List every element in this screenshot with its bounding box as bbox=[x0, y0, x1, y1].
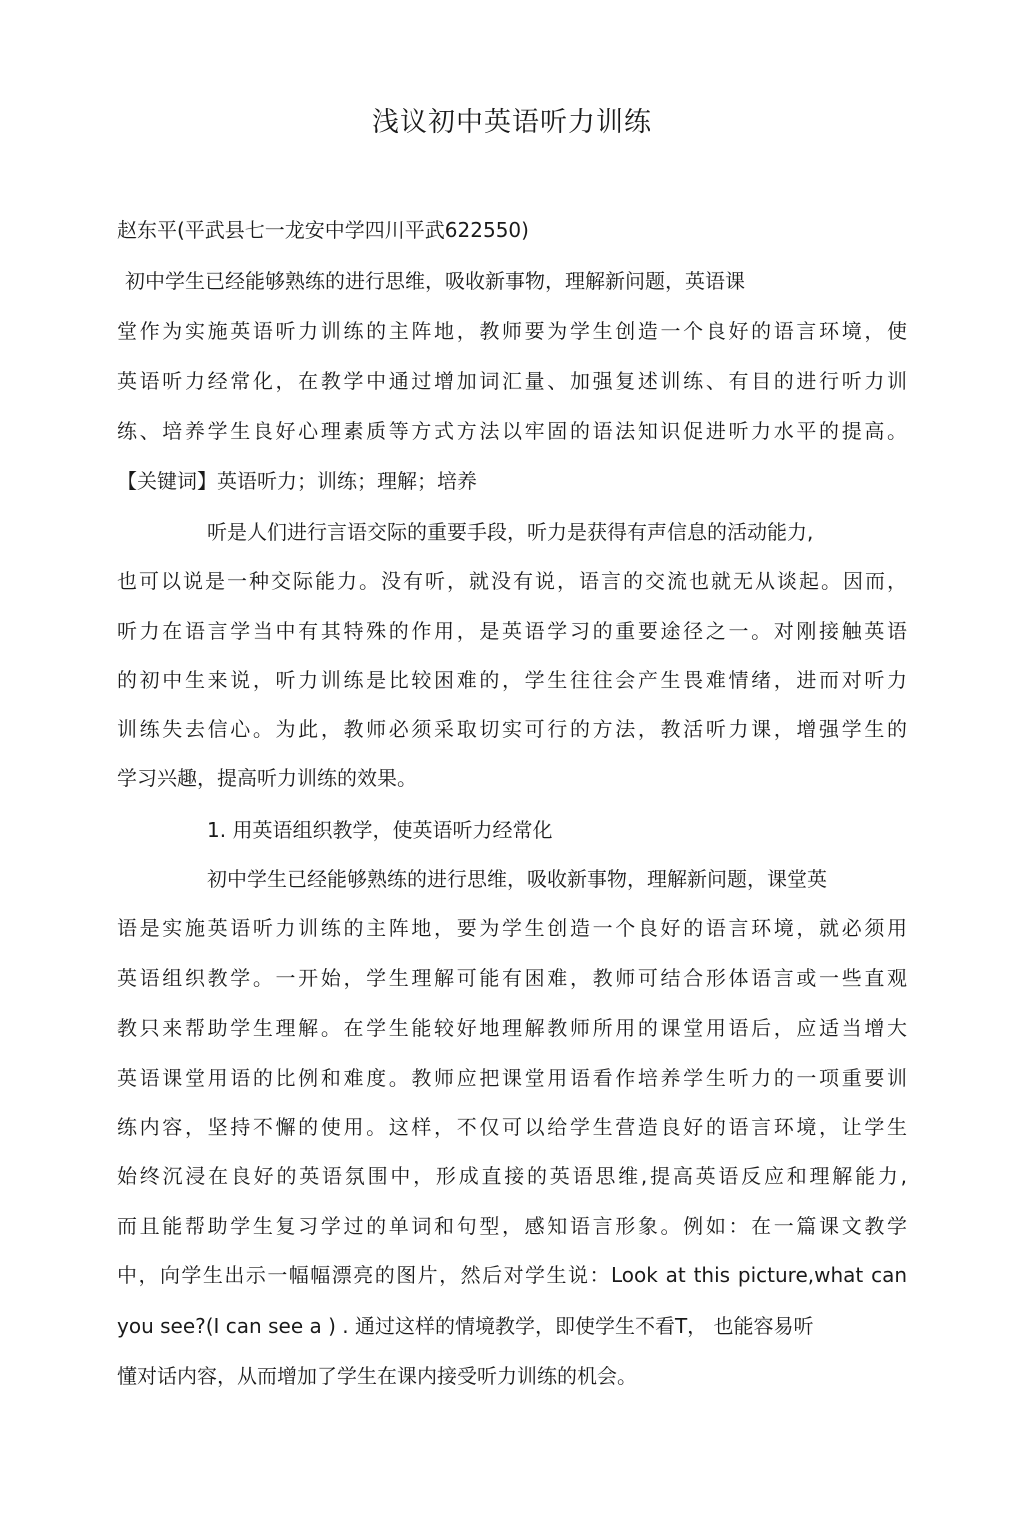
section-line: 语是实施英语听力训练的主阵地，要为学生创造一个良好的语言环境，就必须用 bbox=[117, 916, 907, 940]
abstract-line: 英语听力经常化，在教学中通过增加词汇量、加强复述训练、有目的进行听力训 bbox=[117, 369, 907, 393]
section-line: 始终沉浸在良好的英语氛围中，形成直接的英语思维,提高英语反应和理解能力, bbox=[117, 1164, 907, 1188]
document-title: 浅议初中英语听力训练 bbox=[372, 107, 652, 138]
abstract-line: 练、培养学生良好心理素质等方式方法以牢固的语法知识促进听力水平的提高。 bbox=[117, 419, 907, 443]
keywords-line: 【关键词】英语听力；训练；理解；培养 bbox=[117, 469, 477, 493]
section-line: 初中学生已经能够熟练的进行思维，吸收新事物，理解新问题，课堂英 bbox=[207, 867, 827, 891]
section-line: 英语组织教学。一开始，学生理解可能有困难，教师可结合形体语言或一些直观 bbox=[117, 966, 907, 990]
intro-line: 学习兴趣，提高听力训练的效果。 bbox=[117, 766, 417, 790]
intro-line: 听是人们进行言语交际的重要手段，听力是获得有声信息的活动能力, bbox=[207, 520, 814, 544]
section-heading: 1. 用英语组织教学，使英语听力经常化 bbox=[207, 818, 553, 842]
section-line: 练内容，坚持不懈的使用。这样，不仅可以给学生营造良好的语言环境，让学生 bbox=[117, 1115, 907, 1139]
section-line: 而且能帮助学生复习学过的单词和句型，感知语言形象。例如：在一篇课文教学 bbox=[117, 1214, 907, 1238]
intro-line: 听力在语言学当中有其特殊的作用，是英语学习的重要途径之一。对刚接触英语 bbox=[117, 619, 907, 643]
author-line: 赵东平(平武县七一龙安中学四川平武622550) bbox=[117, 218, 529, 242]
section-line: 懂对话内容，从而增加了学生在课内接受听力训练的机会。 bbox=[117, 1364, 637, 1388]
abstract-line: 初中学生已经能够熟练的进行思维，吸收新事物，理解新问题，英语课 bbox=[125, 269, 745, 293]
section-line: 英语课堂用语的比例和难度。教师应把课堂用语看作培养学生听力的一项重要训 bbox=[117, 1066, 907, 1090]
section-line: 教只来帮助学生理解。在学生能较好地理解教师所用的课堂用语后，应适当增大 bbox=[117, 1016, 907, 1040]
section-line: you see?(I can see a ) . 通过这样的情境教学，即使学生不看T， 也能容易听 bbox=[117, 1314, 814, 1338]
intro-line: 也可以说是一种交际能力。没有听，就没有说，语言的交流也就无从谈起。因而， bbox=[117, 569, 907, 593]
section-line: 中，向学生出示一幅幅漂亮的图片，然后对学生说：Look at this picture,what can bbox=[117, 1263, 907, 1287]
intro-line: 训练失去信心。为此，教师必须采取切实可行的方法，教活听力课，增强学生的 bbox=[117, 717, 907, 741]
intro-line: 的初中生来说，听力训练是比较困难的，学生往往会产生畏难情绪，进而对听力 bbox=[117, 668, 907, 692]
abstract-line: 堂作为实施英语听力训练的主阵地，教师要为学生创造一个良好的语言环境，使 bbox=[117, 319, 907, 343]
